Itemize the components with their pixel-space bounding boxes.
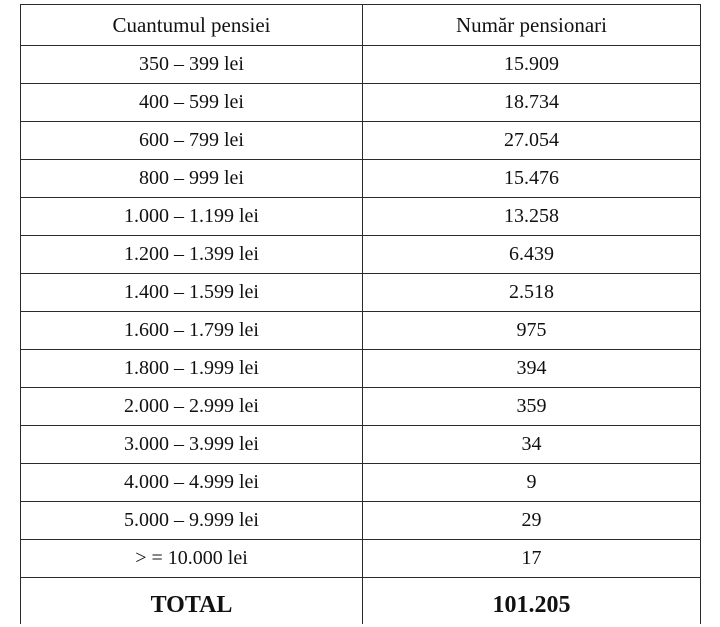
pensioner-count-cell: 15.909: [363, 46, 701, 84]
header-pension-amount: Cuantumul pensiei: [21, 5, 363, 46]
table-row: [21, 312, 701, 350]
pensioner-count-cell: 13.258: [363, 198, 701, 236]
table-row: [21, 160, 701, 198]
header-pensioner-count: Număr pensionari: [363, 5, 701, 46]
pensioner-count-cell: 975: [363, 312, 701, 350]
pensioner-count-cell: 15.476: [363, 160, 701, 198]
table-row: [21, 236, 701, 274]
pension-range-cell: 800 – 999 lei: [21, 160, 363, 198]
table-row: [21, 122, 701, 160]
table-row: [21, 502, 701, 540]
table-row: [21, 198, 701, 236]
pensioner-count-cell: 9: [363, 464, 701, 502]
pension-range-cell: 2.000 – 2.999 lei: [21, 388, 363, 426]
pension-range-cell: 350 – 399 lei: [21, 46, 363, 84]
pensioner-count-cell: 27.054: [363, 122, 701, 160]
table-row: [21, 540, 701, 578]
pensioner-count-cell: 34: [363, 426, 701, 464]
header-row: [21, 5, 701, 46]
pension-range-cell: 4.000 – 4.999 lei: [21, 464, 363, 502]
pension-range-cell: 1.600 – 1.799 lei: [21, 312, 363, 350]
table-row: [21, 274, 701, 312]
pensioner-count-cell: 6.439: [363, 236, 701, 274]
table-row: [21, 46, 701, 84]
table-row: [21, 464, 701, 502]
pensioner-count-cell: 18.734: [363, 84, 701, 122]
pensioner-count-cell: 2.518: [363, 274, 701, 312]
pension-range-cell: 1.000 – 1.199 lei: [21, 198, 363, 236]
pension-table: [20, 4, 701, 624]
pension-range-cell: 600 – 799 lei: [21, 122, 363, 160]
total-row: [21, 578, 701, 625]
table-row: [21, 350, 701, 388]
pensioner-count-cell: 17: [363, 540, 701, 578]
pension-range-cell: > = 10.000 lei: [21, 540, 363, 578]
pensioner-count-cell: 29: [363, 502, 701, 540]
table-row: [21, 388, 701, 426]
pension-range-cell: 1.200 – 1.399 lei: [21, 236, 363, 274]
total-label: TOTAL: [21, 578, 363, 625]
total-value: 101.205: [363, 578, 701, 625]
pension-range-cell: 1.800 – 1.999 lei: [21, 350, 363, 388]
table-row: [21, 426, 701, 464]
pension-range-cell: 5.000 – 9.999 lei: [21, 502, 363, 540]
pension-range-cell: 3.000 – 3.999 lei: [21, 426, 363, 464]
pension-range-cell: 400 – 599 lei: [21, 84, 363, 122]
pension-range-cell: 1.400 – 1.599 lei: [21, 274, 363, 312]
table-row: [21, 84, 701, 122]
pensioner-count-cell: 359: [363, 388, 701, 426]
pensioner-count-cell: 394: [363, 350, 701, 388]
